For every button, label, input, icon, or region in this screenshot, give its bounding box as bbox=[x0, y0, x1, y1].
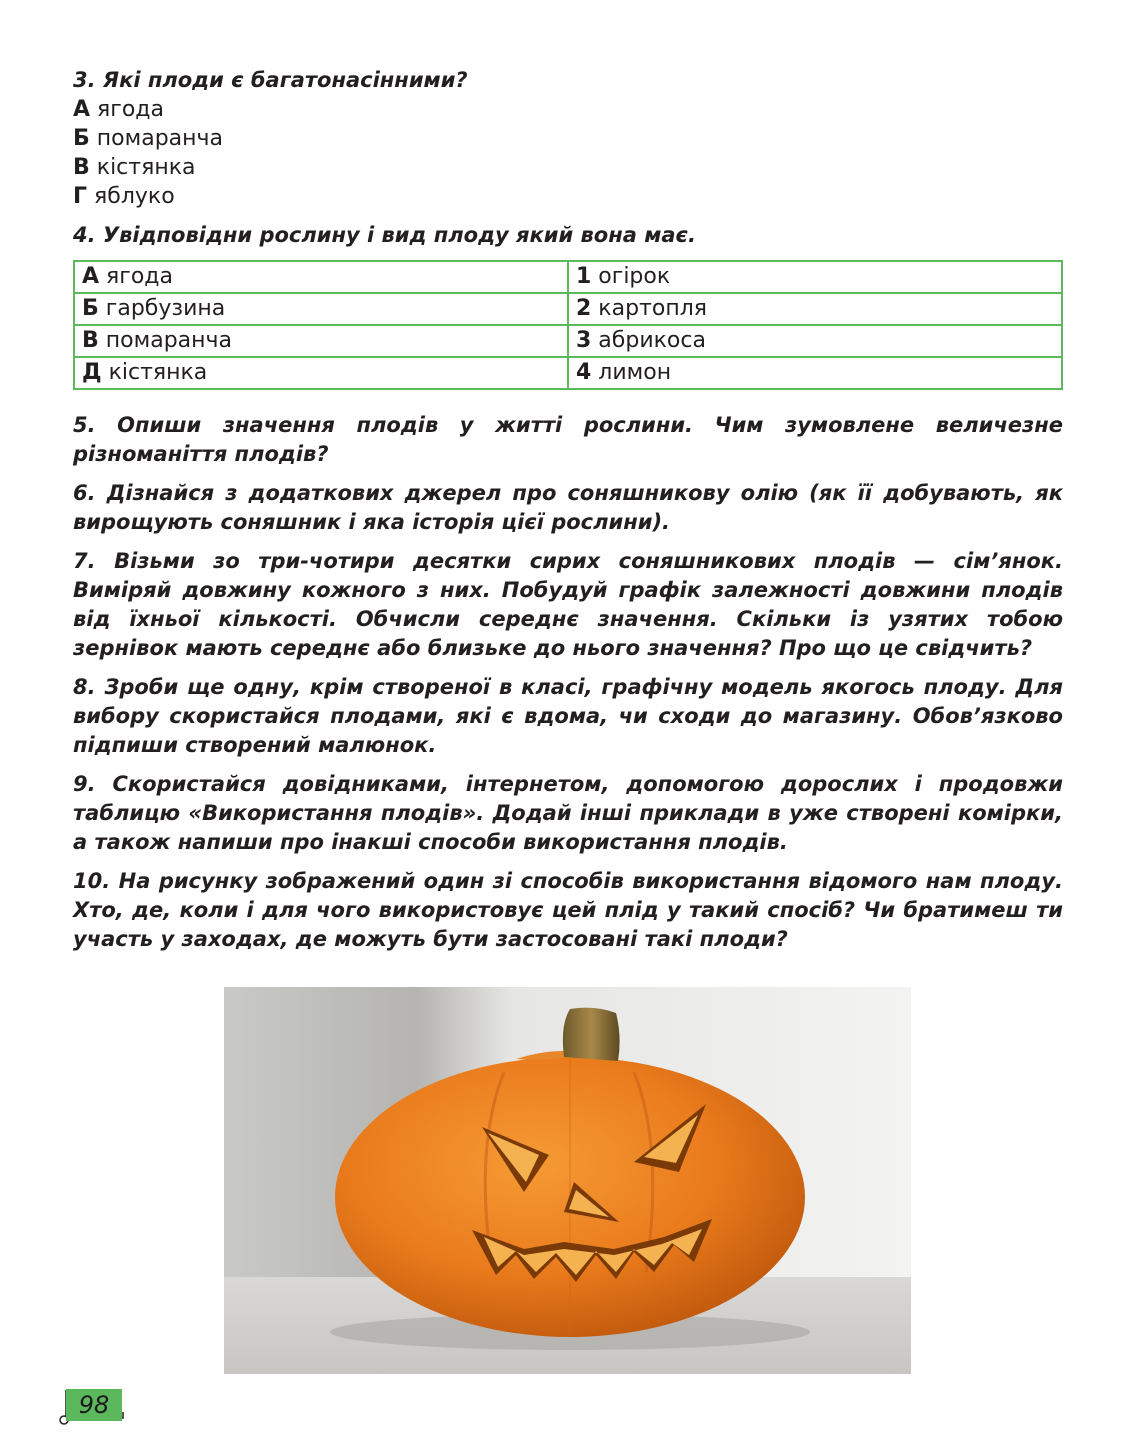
table-row bbox=[74, 261, 1062, 293]
table-row bbox=[74, 325, 1062, 357]
table-cell-right: 3 абрикоса bbox=[568, 325, 1062, 357]
question-8: 8. Зроби ще одну, крім створеної в класі, графічну модель якогось плоду. Для вибору скористайся плодами, які є вдома, чи сходи до магазину. Обов’язково підпиши створений малюнок. bbox=[73, 675, 1063, 757]
table-cell-right: 1 огірок bbox=[568, 261, 1062, 293]
question-6: 6. Дізнайся з додаткових джерел про соняшникову олію (як її добувають, як вирощують соняшник і яка історія цієї рослини). bbox=[73, 481, 1063, 534]
option-a: А ягода bbox=[73, 97, 164, 122]
table-cell-left: В помаранча bbox=[74, 325, 568, 357]
table-row bbox=[74, 293, 1062, 325]
page-content bbox=[73, 66, 1063, 954]
question-3-title: 3. Які плоди є багатонасінними? bbox=[73, 68, 468, 92]
option-b: Б помаранча bbox=[73, 126, 224, 151]
option-v: В кістянка bbox=[73, 155, 196, 180]
question-7: 7. Візьми зо три-чотири десятки сирих соняшникових плодів — сім’янок. Виміряй довжину кожного з них. Побудуй графік залежності довжини плодів від їхньої кількості. Обчисли середнє значення. Скільки із узятих тобою зернівок мають середнє або близьке до нього значення? Про що це свідчить? bbox=[73, 549, 1063, 660]
matching-table bbox=[73, 260, 1063, 390]
page-number: 98 bbox=[78, 1391, 110, 1419]
table-cell-right: 4 лимон bbox=[568, 357, 1062, 389]
table-cell-right: 2 картопля bbox=[568, 293, 1062, 325]
question-5: 5. Опиши значення плодів у житті рослини. Чим зумовлене величезне різноманіття плодів? bbox=[73, 413, 1063, 466]
table-row bbox=[74, 357, 1062, 389]
jack-o-lantern-photo bbox=[224, 987, 911, 1374]
page-number-badge bbox=[57, 1385, 127, 1427]
option-h: Г яблуко bbox=[73, 184, 175, 209]
question-4-title: 4. Увідповідни рослину і вид плоду який вона має. bbox=[73, 223, 696, 247]
table-cell-left: Б гарбузина bbox=[74, 293, 568, 325]
question-9: 9. Скористайся довідниками, інтернетом, допомогою дорослих і продовжи таблицю «Використання плодів». Додай інші приклади в уже створені комірки, а також напиши про інакші способи використання плодів. bbox=[73, 772, 1063, 854]
table-cell-left: А ягода bbox=[74, 261, 568, 293]
question-3-options bbox=[73, 95, 1063, 211]
question-10: 10. На рисунку зображений один зі способів використання відомого нам плоду. Хто, де, коли і для чого використовує цей плід у такий спосіб? Чи братимеш ти участь у заходах, де можуть бути застосовані такі плоди? bbox=[73, 869, 1063, 951]
table-cell-left: Д кістянка bbox=[74, 357, 568, 389]
